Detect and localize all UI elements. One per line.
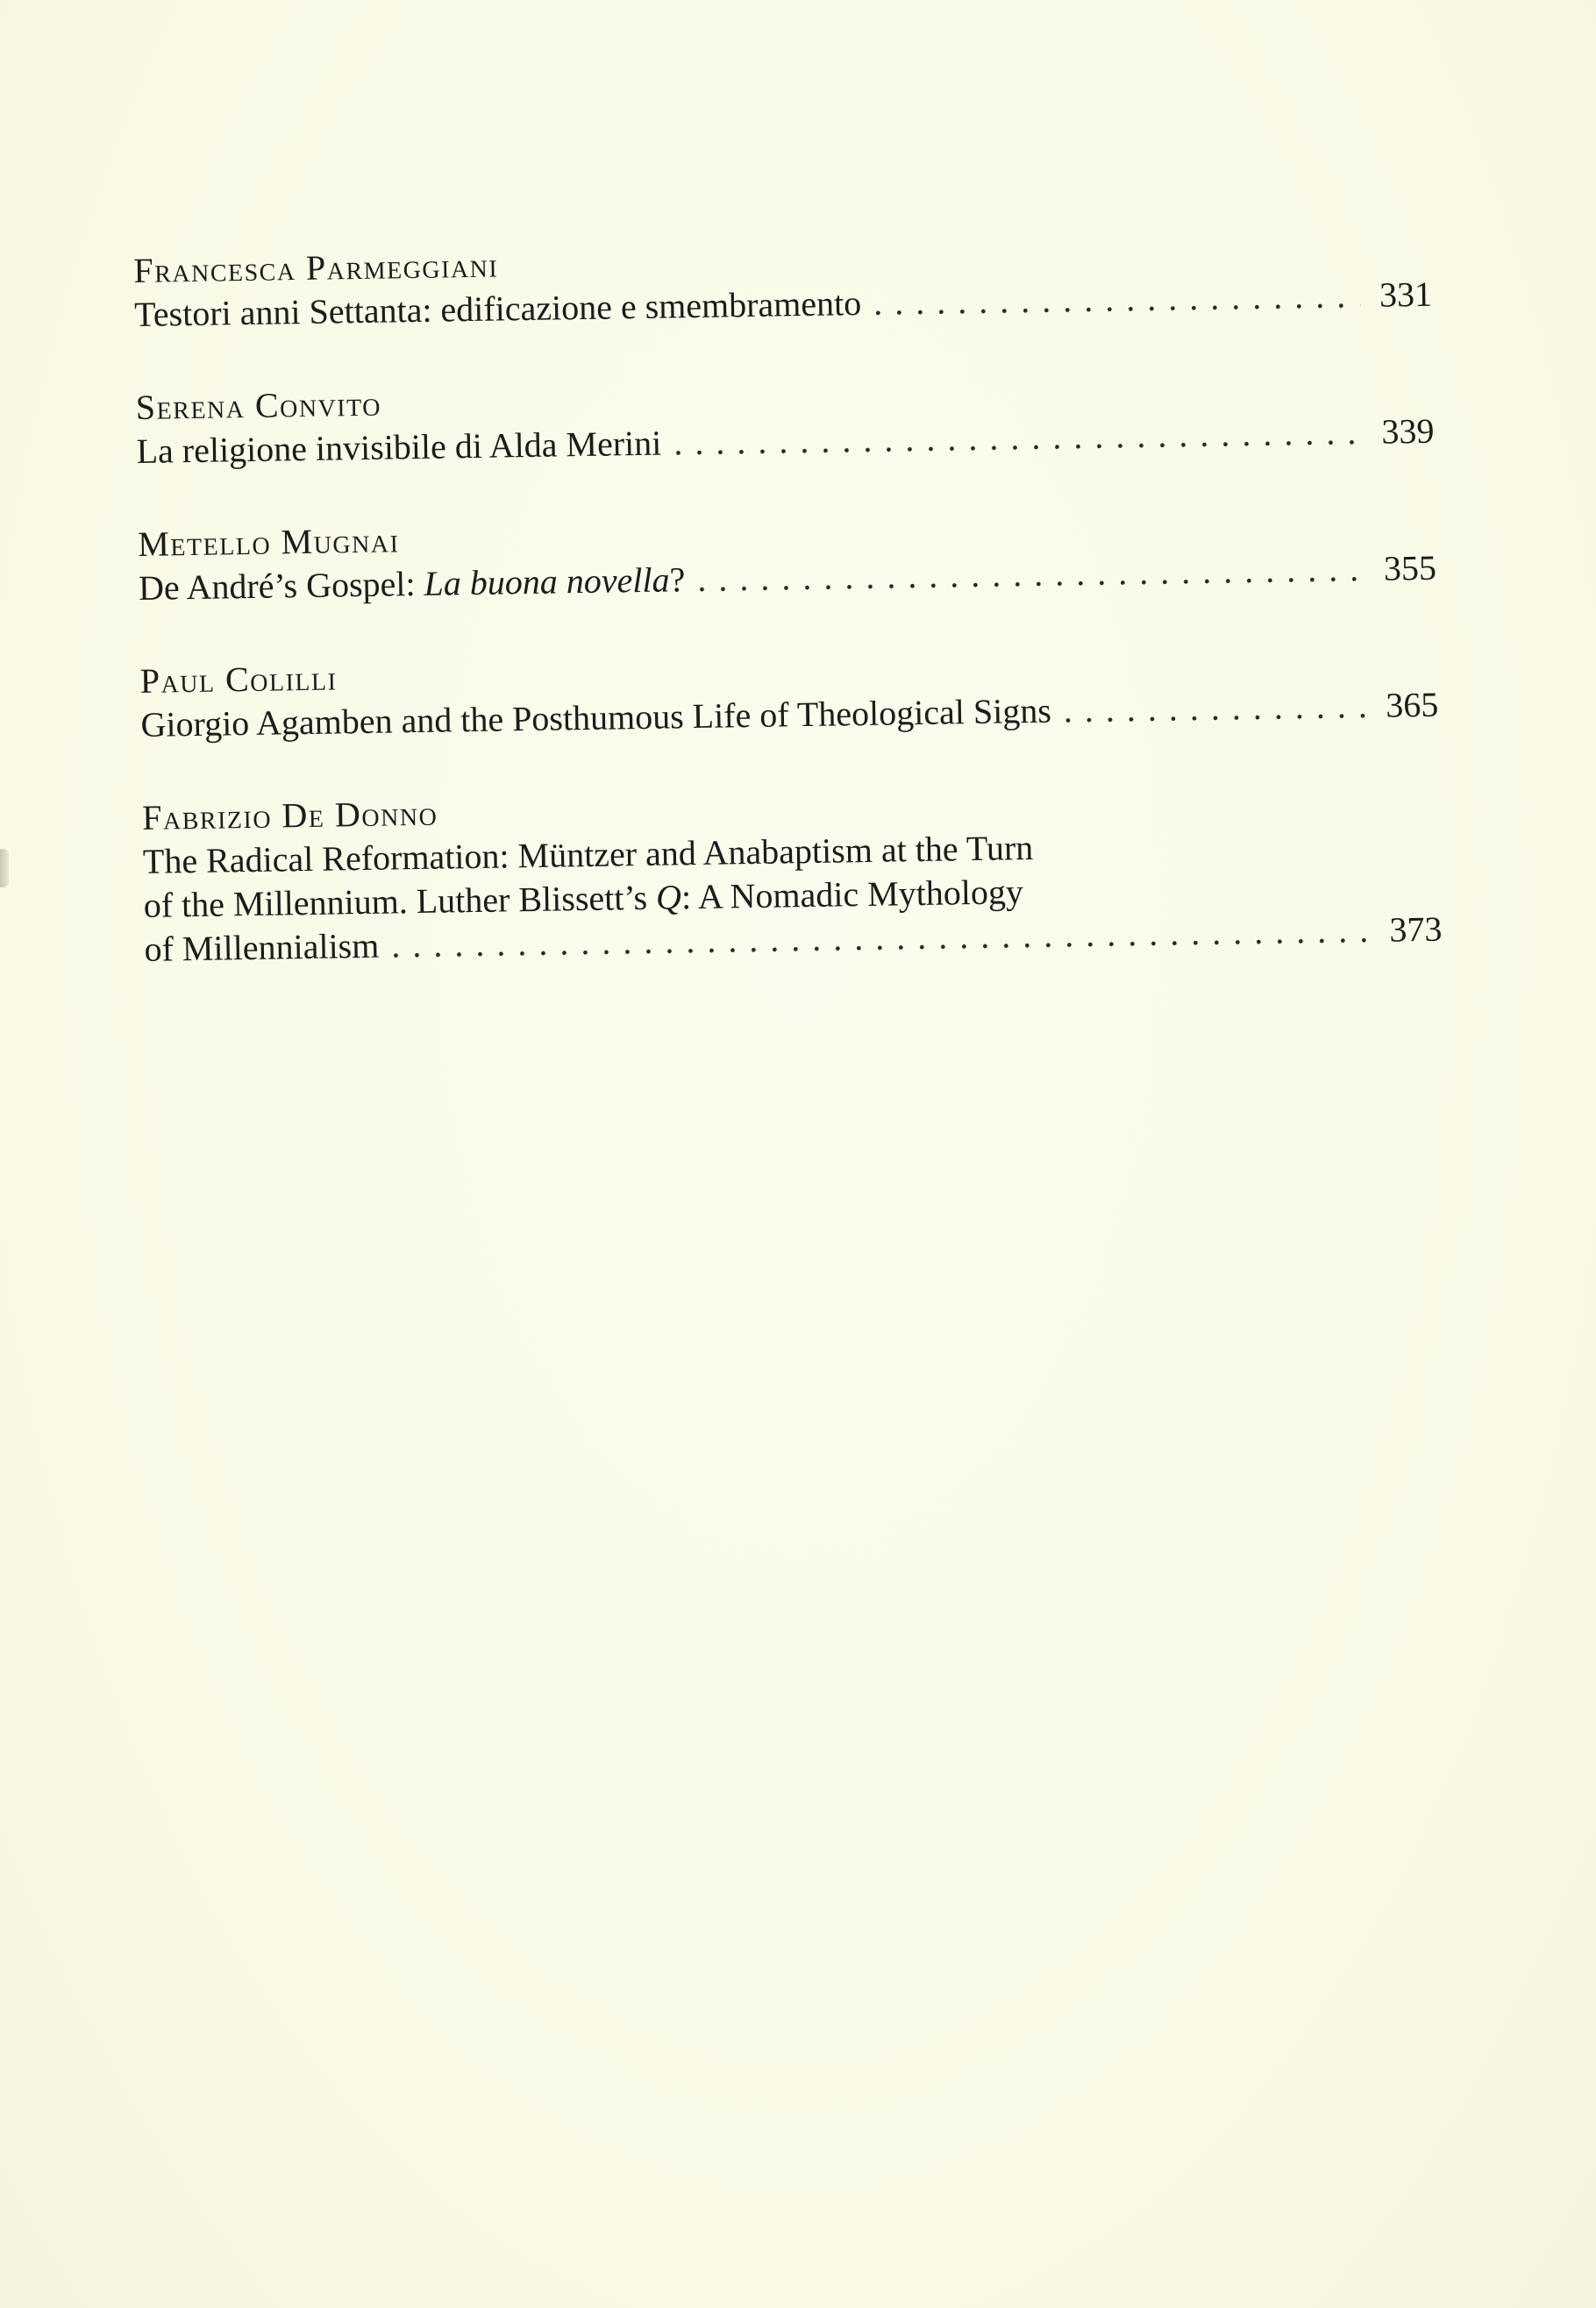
entry-author: Francesca Parmeggiani bbox=[133, 245, 499, 290]
entry-title-plain: of the Millennium. Luther Blissett’s bbox=[143, 877, 657, 925]
entry-page-number: 365 bbox=[1385, 684, 1439, 725]
entry-title-italic: Q bbox=[655, 877, 682, 917]
entry-title: La religione invisibile di Alda Merini bbox=[136, 423, 662, 471]
table-of-contents bbox=[133, 229, 1443, 1021]
toc-entry bbox=[139, 639, 1438, 747]
entry-author: Fabrizio De Donno bbox=[141, 793, 438, 837]
entry-title: Testori anni Settanta: edificazione e smembramento bbox=[133, 282, 862, 334]
entry-page-number: 331 bbox=[1379, 274, 1433, 315]
dot-leader bbox=[1051, 684, 1366, 733]
entry-title-end: of Millennialism bbox=[144, 925, 380, 969]
toc-entry bbox=[138, 502, 1436, 610]
entry-page-number: 339 bbox=[1381, 410, 1435, 452]
entry-title-tail: : A Nomadic Mythology bbox=[680, 872, 1024, 917]
toc-entry bbox=[133, 229, 1432, 337]
entry-author: Metello Mugnai bbox=[137, 520, 400, 564]
entry-title-line-1: The Radical Reformation: Müntzer and Anabaptism at the Turn bbox=[142, 827, 1034, 881]
entry-title: Giorgio Agamben and the Posthumous Life of Theological Signs bbox=[140, 690, 1052, 744]
binding-mark bbox=[0, 849, 9, 887]
entry-title-plain: De André’s Gospel: bbox=[138, 563, 424, 608]
entry-title-tail: ? bbox=[669, 559, 686, 600]
entry-title-italic: La buona novella bbox=[424, 559, 670, 603]
entry-page-number: 355 bbox=[1383, 547, 1437, 588]
toc-entry bbox=[142, 776, 1443, 972]
entry-author: Paul Colilli bbox=[139, 658, 338, 701]
dot-leader bbox=[861, 274, 1361, 325]
entry-author: Serena Convito bbox=[135, 383, 382, 427]
toc-entry bbox=[135, 366, 1434, 474]
entry-title bbox=[139, 558, 686, 610]
entry-page-number: 373 bbox=[1389, 908, 1443, 950]
